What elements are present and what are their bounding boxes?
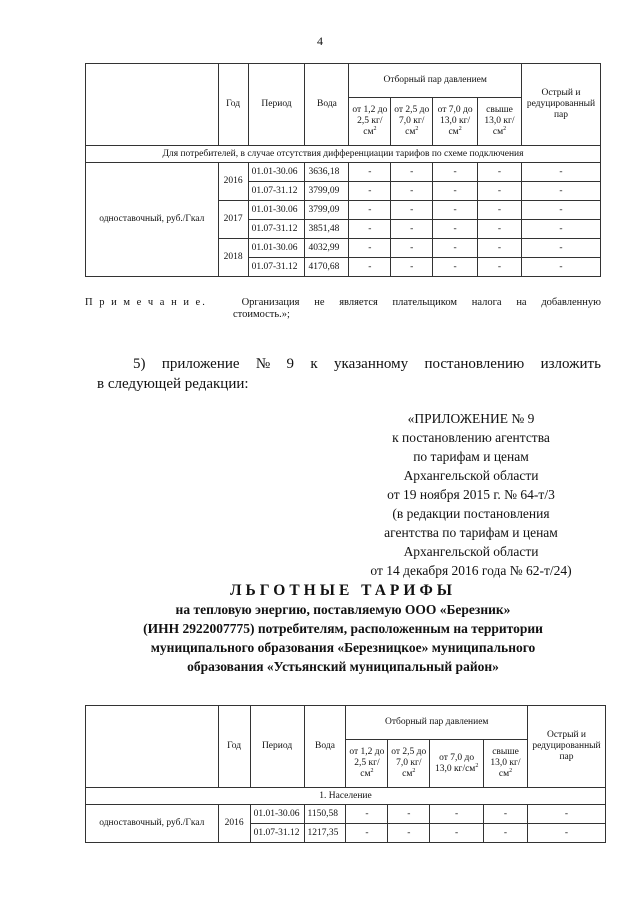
section-row: 1. Население [86, 788, 606, 805]
section-row: Для потребителей, в случае отсутствия дифференциации тарифов по схеме подключения [86, 146, 601, 163]
header-pressure-3: от 7,0 до 13,0 $кг/см^2$ [433, 98, 478, 146]
dash-cell: - [433, 182, 478, 201]
year-cell: 2016 [218, 805, 250, 843]
item-5-paragraph: 5) приложение № 9 к указанному постановлению изложить в следующей редакции: [97, 356, 601, 392]
dash-cell: - [349, 201, 391, 220]
water-cell: 3636,18 [305, 163, 349, 182]
dash-cell: - [391, 182, 433, 201]
header-period: Период [250, 706, 304, 788]
dash-cell: - [391, 220, 433, 239]
period-cell: 01.01-30.06 [248, 201, 305, 220]
year-cell: 2017 [218, 201, 248, 239]
dash-cell: - [521, 220, 600, 239]
period-cell: 01.07-31.12 [248, 220, 305, 239]
dash-cell: - [433, 163, 478, 182]
note-line2: стоимость.»; [233, 309, 290, 320]
period-cell: 01.07-31.12 [248, 182, 305, 201]
period-cell: 01.01-30.06 [248, 239, 305, 258]
dash-cell: - [478, 182, 522, 201]
dash-cell: - [521, 201, 600, 220]
dash-cell: - [521, 182, 600, 201]
header-pressure-4: свыше 13,0 $кг/см^2$ [478, 98, 522, 146]
water-cell: 3799,09 [305, 201, 349, 220]
water-cell: 3851,48 [305, 220, 349, 239]
header-pressure-1: от 1,2 до 2,5 $кг/см^2$ [349, 98, 391, 146]
period-cell: 01.01-30.06 [250, 805, 304, 824]
period-cell: 01.07-31.12 [250, 824, 304, 843]
year-cell: 2016 [218, 163, 248, 201]
dash-cell: - [391, 239, 433, 258]
dash-cell: - [349, 182, 391, 201]
dash-cell: - [349, 163, 391, 182]
header-pressure-3: от 7,0 до 13,0 $кг/см^2$ [430, 740, 484, 788]
dash-cell: - [478, 220, 522, 239]
dash-cell: - [388, 805, 430, 824]
header-period: Период [248, 64, 305, 146]
row-label: одноставочный, руб./Гкал [86, 805, 219, 843]
header-year: Год [218, 706, 250, 788]
tariff-table-1 [85, 63, 601, 277]
header-pressure-4: свыше 13,0 $кг/см^2$ [484, 740, 528, 788]
dash-cell: - [388, 824, 430, 843]
dash-cell: - [527, 824, 605, 843]
header-steam-group: Отборный пар давлением [346, 706, 528, 740]
period-cell: 01.07-31.12 [248, 258, 305, 277]
header-water: Вода [304, 706, 346, 788]
dash-cell: - [391, 201, 433, 220]
dash-cell: - [484, 824, 528, 843]
dash-cell: - [391, 258, 433, 277]
dash-cell: - [349, 258, 391, 277]
dash-cell: - [527, 805, 605, 824]
dash-cell: - [478, 201, 522, 220]
note: П р и м е ч а н и е. Организация не является плательщиком налога на добавленную стоимость.»; [85, 297, 601, 320]
dash-cell: - [521, 239, 600, 258]
dash-cell: - [521, 163, 600, 182]
header-water: Вода [305, 64, 349, 146]
water-cell: 4032,99 [305, 239, 349, 258]
appendix-header: «ПРИЛОЖЕНИЕ № 9 к постановлению агентства по тарифам и ценам Архангельской области от 19 ноября 2015 г. № 64-т/3 (в редакции постановления агентства по тарифам и ценам Архангельской области от 14 декабря 2016 года № 62-т/24) [370, 411, 572, 578]
header-pressure-2: от 2,5 до 7,0 $кг/см^2$ [388, 740, 430, 788]
water-cell: 3799,09 [305, 182, 349, 201]
header-pressure-2: от 2,5 до 7,0 $кг/см^2$ [391, 98, 433, 146]
dash-cell: - [433, 258, 478, 277]
dash-cell: - [521, 258, 600, 277]
tariff-table-2 [85, 705, 606, 843]
document-title: ЛЬГОТНЫЕ ТАРИФЫ [230, 582, 456, 599]
dash-cell: - [484, 805, 528, 824]
document-subtitle: на тепловую энергию, поставляемую ООО «Березник» (ИНН 2922007775) потребителям, расположенным на территории муниципального образования «Березницкое» муниципального образования «Устьянский муниципальный район» [143, 602, 543, 674]
header-year: Год [218, 64, 248, 146]
year-cell: 2018 [218, 239, 248, 277]
water-cell: 1217,35 [304, 824, 346, 843]
note-label: П р и м е ч а н и е. [85, 297, 207, 308]
header-pressure-1: от 1,2 до 2,5 $кг/см^2$ [346, 740, 388, 788]
dash-cell: - [349, 239, 391, 258]
dash-cell: - [349, 220, 391, 239]
dash-cell: - [430, 805, 484, 824]
dash-cell: - [478, 258, 522, 277]
dash-cell: - [478, 163, 522, 182]
dash-cell: - [430, 824, 484, 843]
page-number: 4 [317, 34, 323, 48]
dash-cell: - [433, 239, 478, 258]
water-cell: 4170,68 [305, 258, 349, 277]
period-cell: 01.01-30.06 [248, 163, 305, 182]
dash-cell: - [433, 201, 478, 220]
water-cell: 1150,58 [304, 805, 346, 824]
header-sharp-steam: Острый и редуцированный пар [521, 64, 600, 146]
header-sharp-steam: Острый и редуцированный пар [527, 706, 605, 788]
dash-cell: - [346, 805, 388, 824]
dash-cell: - [346, 824, 388, 843]
dash-cell: - [478, 239, 522, 258]
dash-cell: - [433, 220, 478, 239]
header-steam-group: Отборный пар давлением [349, 64, 522, 98]
row-label: одноставочный, руб./Гкал [86, 163, 219, 277]
dash-cell: - [391, 163, 433, 182]
